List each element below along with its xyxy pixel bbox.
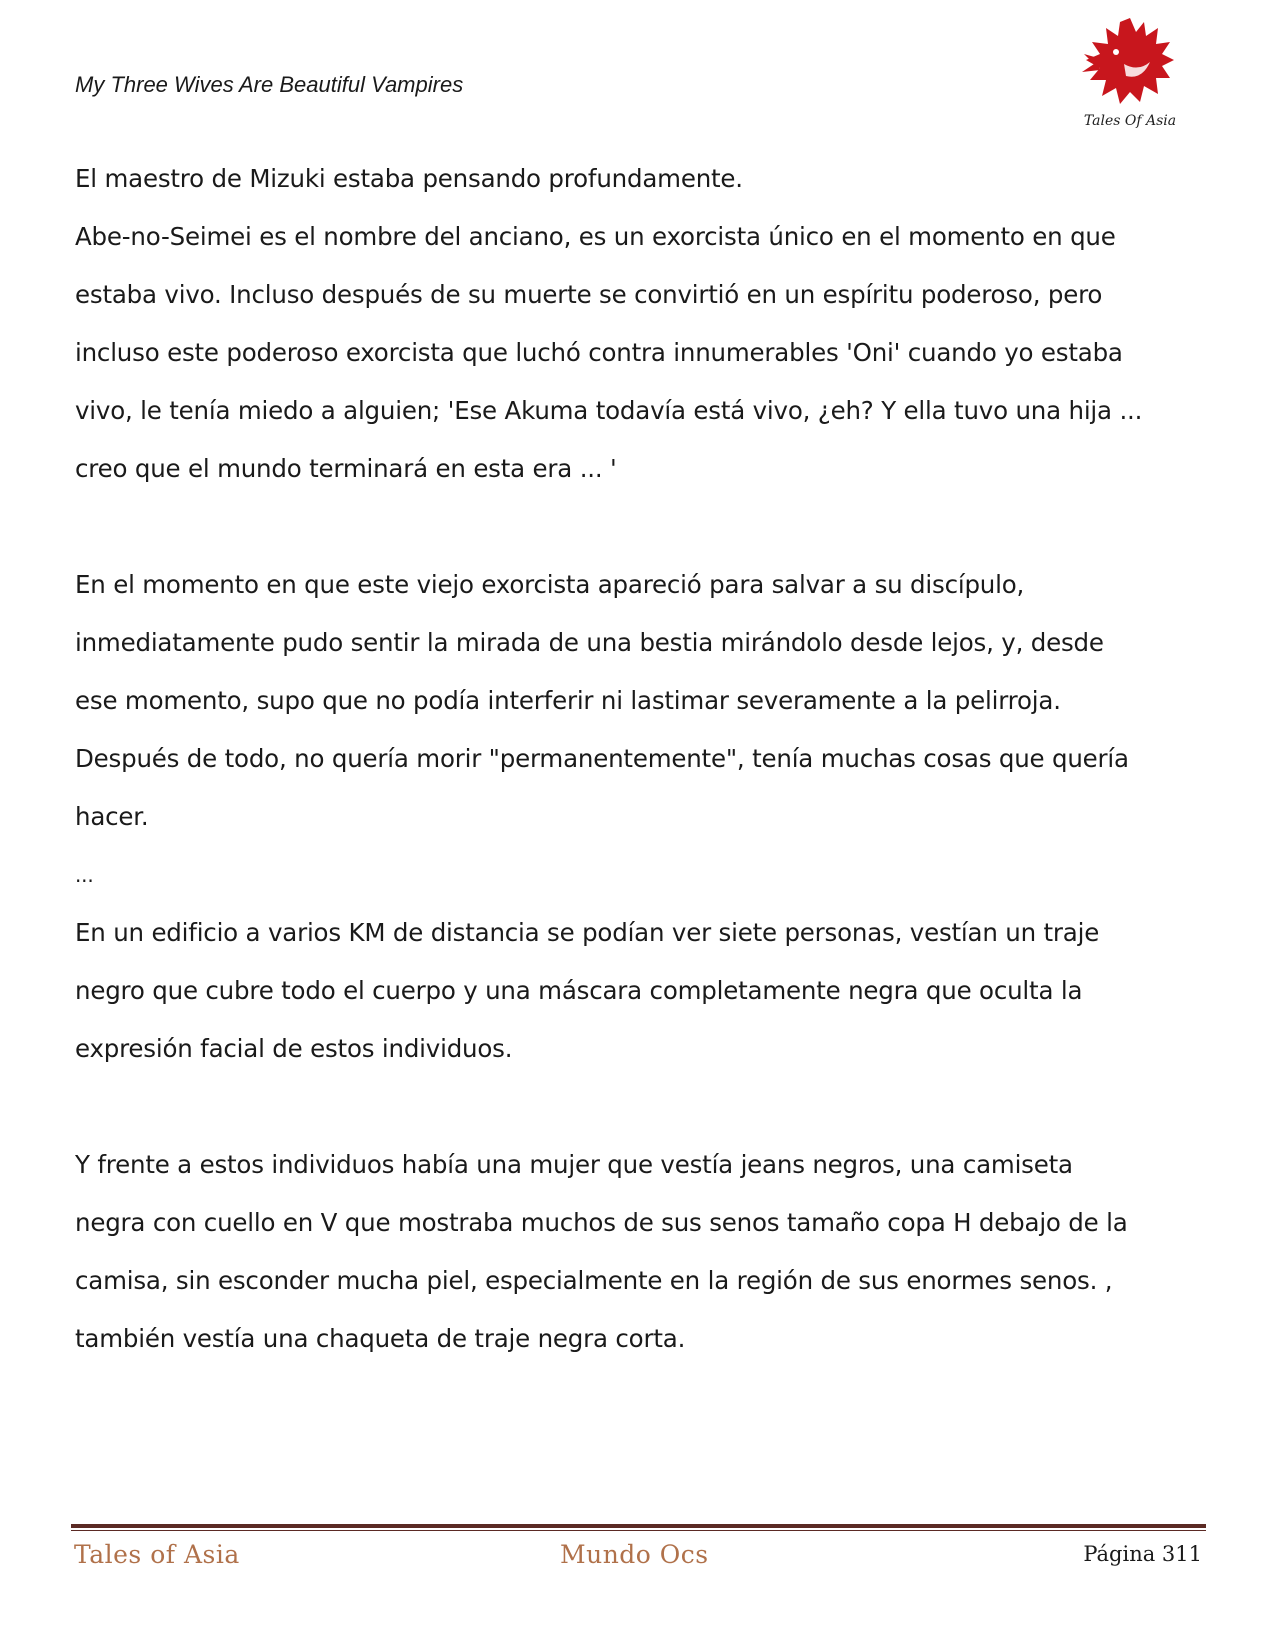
text-line: incluso este poderoso exorcista que luchó contra innumerables 'Oni' cuando yo estaba	[75, 338, 1123, 367]
page-body	[75, 150, 1205, 1368]
footer-rule	[71, 1524, 1206, 1528]
text-line: negra con cuello en V que mostraba muchos de sus senos tamaño copa H debajo de la	[75, 1208, 1128, 1237]
logo-text: Tales Of Asia	[1083, 113, 1177, 129]
text-line: En el momento en que este viejo exorcista apareció para salvar a su discípulo,	[75, 570, 1025, 599]
dragon-icon	[1080, 14, 1180, 114]
text-line: hacer.	[75, 802, 149, 831]
text-line: también vestía una chaqueta de traje negra corta.	[75, 1324, 686, 1353]
document-header-title: My Three Wives Are Beautiful Vampires	[75, 72, 464, 97]
text-line: vivo, le tenía miedo a alguien; 'Ese Akuma todavía está vivo, ¿eh? Y ella tuvo una hija ...	[75, 396, 1143, 425]
footer-site-name: Tales of Asia	[74, 1540, 240, 1569]
tales-of-asia-logo	[1080, 14, 1180, 139]
text-line: creo que el mundo terminará en esta era ... '	[75, 454, 617, 483]
text-line: estaba vivo. Incluso después de su muerte se convirtió en un espíritu poderoso, pero	[75, 280, 1103, 309]
text-line: Y frente a estos individuos había una mujer que vestía jeans negros, una camiseta	[75, 1150, 1073, 1179]
text-line: El maestro de Mizuki estaba pensando profundamente.	[75, 164, 743, 193]
text-line: expresión facial de estos individuos.	[75, 1034, 513, 1063]
text-line: ese momento, supo que no podía interferir ni lastimar severamente a la pelirroja.	[75, 686, 1061, 715]
text-line: En un edificio a varios KM de distancia se podían ver siete personas, vestían un traje	[75, 918, 1100, 947]
page-number: Página 311	[1083, 1542, 1202, 1566]
text-line: Después de todo, no quería morir "permanentemente", tenía muchas cosas que quería	[75, 744, 1129, 773]
text-line: camisa, sin esconder mucha piel, especialmente en la región de sus enormes senos. ,	[75, 1266, 1113, 1295]
text-line: negro que cubre todo el cuerpo y una máscara completamente negra que oculta la	[75, 976, 1083, 1005]
paragraph-gap	[75, 1078, 1205, 1136]
footer-translator: Mundo Ocs	[560, 1540, 709, 1569]
paragraph-gap	[75, 498, 1205, 556]
text-line: Abe-no-Seimei es el nombre del anciano, es un exorcista único en el momento en que	[75, 222, 1116, 251]
text-line: inmediatamente pudo sentir la mirada de una bestia mirándolo desde lejos, y, desde	[75, 628, 1104, 657]
scene-break: ...	[75, 863, 94, 887]
footer-rule-thin	[71, 1530, 1206, 1531]
